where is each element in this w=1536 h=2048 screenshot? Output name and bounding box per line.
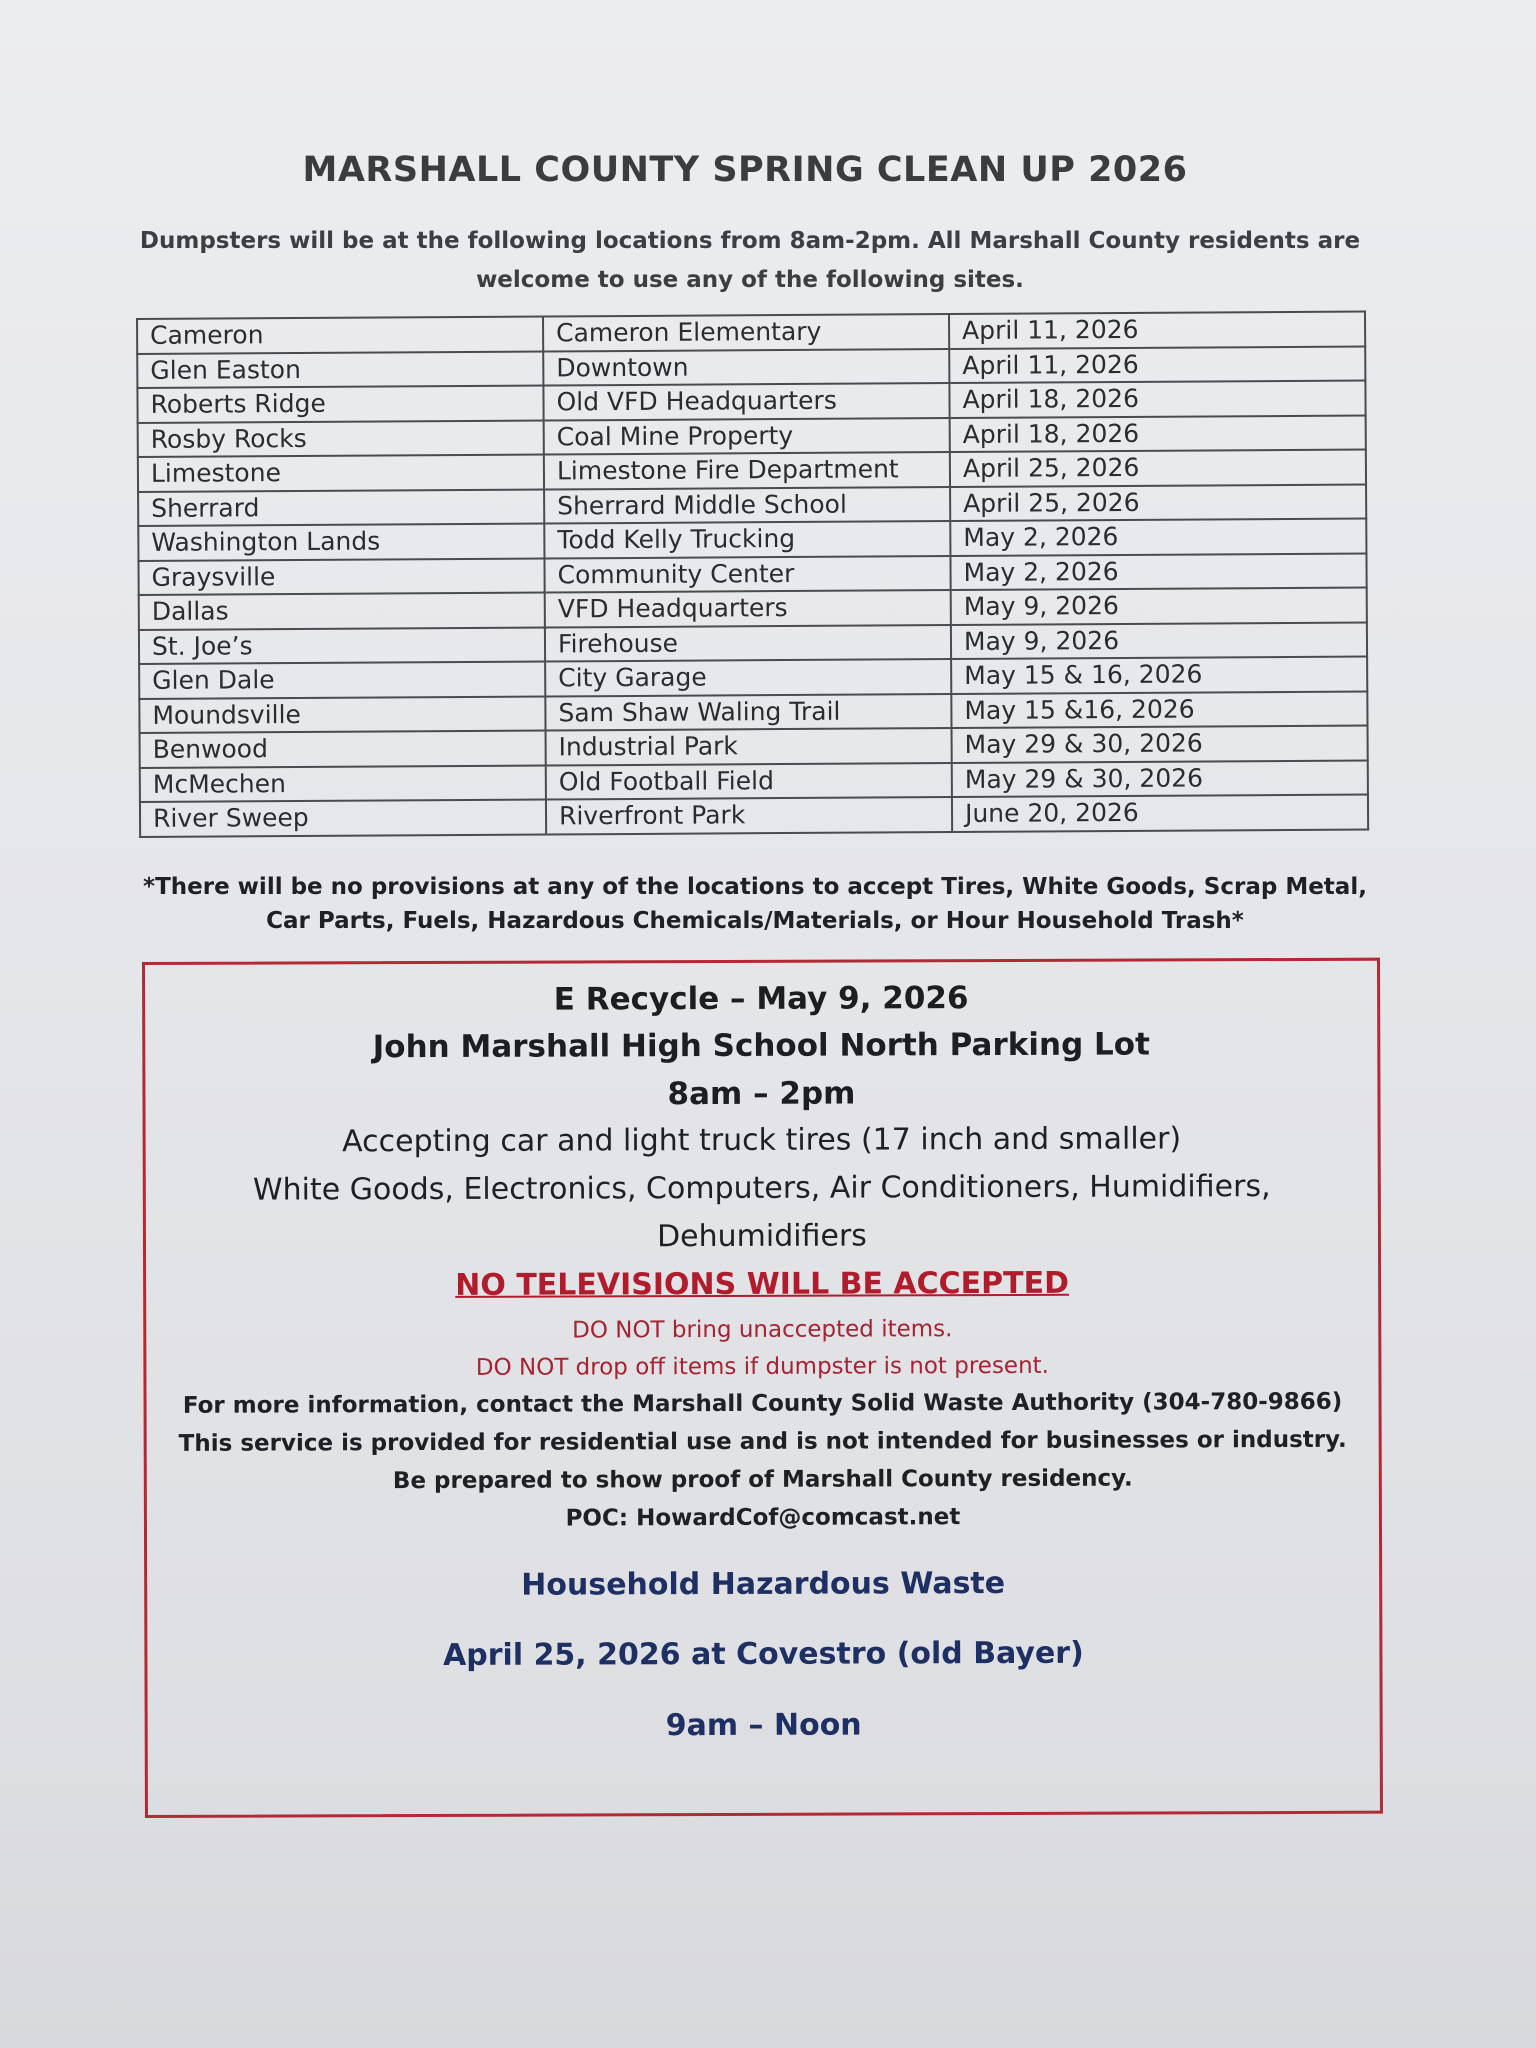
e-recycle-hours: 8am – 2pm (667, 1075, 856, 1113)
site-date-cell: May 9, 2026 (951, 587, 1367, 624)
site-location-cell: Industrial Park (546, 728, 952, 765)
site-area-cell: Roberts Ridge (137, 386, 543, 423)
site-area-cell: Dallas (139, 593, 545, 630)
site-location-cell: Downtown (543, 349, 949, 386)
residential-use-note: This service is provided for residential use and is not intended for businesses or industry. (178, 1426, 1347, 1457)
site-date-cell: May 15 &16, 2026 (951, 691, 1367, 728)
site-date-cell: May 2, 2026 (950, 553, 1366, 590)
site-location-cell: Sherrard Middle School (544, 487, 950, 524)
disclaimer-line-1: *There will be no provisions at any of the locations to accept Tires, White Goods, Scrap Metal, (143, 874, 1367, 900)
e-recycle-location: John Marshall High School North Parking Lot (372, 1026, 1150, 1066)
site-date-cell: April 11, 2026 (949, 311, 1365, 348)
site-area-cell: Washington Lands (138, 524, 544, 561)
site-location-cell: Limestone Fire Department (544, 452, 950, 489)
disclaimer-line-2: Car Parts, Fuels, Hazardous Chemicals/Materials, or Hour Household Trash* (266, 908, 1244, 934)
site-location-cell: Cameron Elementary (543, 314, 949, 351)
contact-info: For more information, contact the Marshall County Solid Waste Authority (304-780-9866) (182, 1388, 1343, 1419)
site-location-cell: Riverfront Park (546, 797, 952, 834)
site-date-cell: April 18, 2026 (949, 380, 1365, 417)
e-recycle-title: E Recycle – May 9, 2026 (553, 980, 969, 1018)
sites-table-body (137, 311, 1368, 836)
site-location-cell: Firehouse (545, 625, 951, 662)
site-area-cell: Moundsville (139, 696, 545, 733)
intro-text (130, 222, 1370, 300)
hazardous-waste-title: Household Hazardous Waste (521, 1565, 1006, 1603)
site-location-cell: Old VFD Headquarters (543, 383, 949, 420)
site-date-cell: April 25, 2026 (950, 449, 1366, 486)
accepting-line-2: White Goods, Electronics, Computers, Air Conditioners, Humidifiers, (252, 1169, 1271, 1208)
hazardous-waste-hours: 9am – Noon (665, 1707, 862, 1744)
site-date-cell: May 15 & 16, 2026 (951, 656, 1367, 693)
site-area-cell: McMechen (140, 765, 546, 802)
hazardous-waste-date-location: April 25, 2026 at Covestro (old Bayer) (442, 1635, 1084, 1673)
no-provisions-disclaimer (120, 870, 1390, 938)
accepting-line-1: Accepting car and light truck tires (17 inch and smaller) (342, 1121, 1182, 1160)
site-location-cell: Todd Kelly Trucking (544, 521, 950, 558)
site-location-cell: Coal Mine Property (544, 418, 950, 455)
site-area-cell: River Sweep (140, 800, 546, 837)
site-date-cell: May 2, 2026 (950, 518, 1366, 555)
intro-line-2: welcome to use any of the following sites. (476, 267, 1024, 293)
residency-proof-note: Be prepared to show proof of Marshall County residency. (392, 1465, 1133, 1495)
dumpster-sites-table (136, 310, 1369, 837)
site-date-cell: April 11, 2026 (949, 346, 1365, 383)
warning-unaccepted-items: DO NOT bring unaccepted items. (572, 1316, 953, 1344)
site-date-cell: May 29 & 30, 2026 (952, 760, 1368, 797)
intro-line-1: Dumpsters will be at the following locations from 8am-2pm. All Marshall County residents are (139, 228, 1361, 254)
site-location-cell: Community Center (544, 556, 950, 593)
e-recycle-box (142, 958, 1383, 1818)
site-area-cell: Cameron (137, 317, 543, 354)
warning-no-dumpster: DO NOT drop off items if dumpster is not present. (475, 1352, 1050, 1381)
table-row (140, 794, 1368, 836)
site-location-cell: Sam Shaw Waling Trail (545, 694, 951, 731)
site-date-cell: April 18, 2026 (950, 415, 1366, 452)
site-location-cell: City Garage (545, 659, 951, 696)
site-area-cell: Sherrard (138, 489, 544, 526)
site-area-cell: Graysville (138, 558, 544, 595)
poc-email: POC: HowardCof@comcast.net (565, 1504, 961, 1532)
site-date-cell: May 9, 2026 (951, 622, 1367, 659)
site-date-cell: May 29 & 30, 2026 (952, 725, 1368, 762)
site-location-cell: Old Football Field (546, 763, 952, 800)
site-date-cell: April 25, 2026 (950, 484, 1366, 521)
site-area-cell: Rosby Rocks (138, 420, 544, 457)
site-area-cell: St. Joe’s (139, 627, 545, 664)
no-televisions-notice: NO TELEVISIONS WILL BE ACCEPTED (455, 1265, 1070, 1303)
site-date-cell: June 20, 2026 (952, 794, 1368, 831)
site-area-cell: Glen Easton (137, 351, 543, 388)
accepting-line-3: Dehumidifiers (656, 1218, 867, 1255)
site-area-cell: Glen Dale (139, 662, 545, 699)
site-area-cell: Benwood (140, 731, 546, 768)
site-area-cell: Limestone (138, 455, 544, 492)
page-title: MARSHALL COUNTY SPRING CLEAN UP 2026 (302, 150, 1188, 190)
site-location-cell: VFD Headquarters (545, 590, 951, 627)
